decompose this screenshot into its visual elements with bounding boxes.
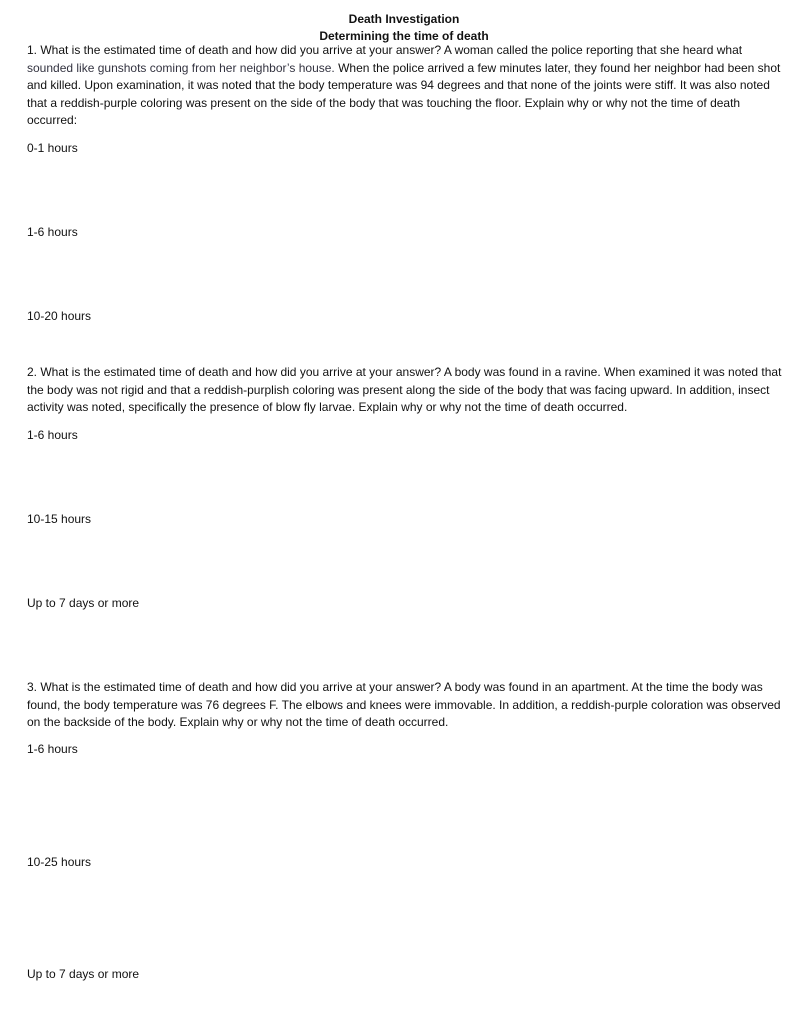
- question-3-text: 3. What is the estimated time of death and how did you arrive at your answer? A body was found in an apartment. At the time the body was found, the body temperature was 76 degrees F. The elbows and knees were immovable. In addition, a reddish-purple coloration was observed on the backside of the body. Explain why or why not the time of death occurred.: [27, 680, 781, 729]
- question-3-option-2: 10-25 hours: [27, 855, 92, 869]
- question-3-option-3: Up to 7 days or more: [27, 967, 140, 981]
- question-3-option-1: 1-6 hours: [27, 742, 78, 756]
- question-2-text: 2. What is the estimated time of death and how did you arrive at your answer? A body was found in a ravine. When examined it was noted that the body was not rigid and that a reddish-purplish coloring was present along the side of the body that was facing upward. In addition, insect activity was noted, specifically the presence of blow fly larvae. Explain why or why not the time of death occurred.: [27, 365, 782, 414]
- question-1-lead: 1. What is the estimated time of death and how did you arrive at your answer? A woman called the police reporting that she heard what: [27, 43, 743, 57]
- question-1-lead-muted: sounded like gunshots coming from her neighbor’s house.: [27, 60, 335, 75]
- question-1-body: When the police arrived a few minutes later, they found her neighbor had been shot and killed. Upon examination, it was noted that the body temperature was 94 degrees and that none of the joints were stiff. It was also noted that a reddish-purple coloring was present on the side of the body that was touching the floor. Explain why or why not the time of death occurred:: [27, 60, 781, 127]
- document-title: Death Investigation: [348, 12, 460, 26]
- question-2-option-2: 10-15 hours: [27, 512, 92, 526]
- question-1-text: [27, 42, 783, 130]
- question-1-option-3: 10-20 hours: [27, 309, 92, 323]
- question-2-option-1: 1-6 hours: [27, 428, 78, 442]
- question-2-option-3: Up to 7 days or more: [27, 596, 140, 610]
- document-subtitle: Determining the time of death: [319, 29, 489, 43]
- question-1-option-1: 0-1 hours: [27, 141, 78, 155]
- question-1-option-2: 1-6 hours: [27, 225, 78, 239]
